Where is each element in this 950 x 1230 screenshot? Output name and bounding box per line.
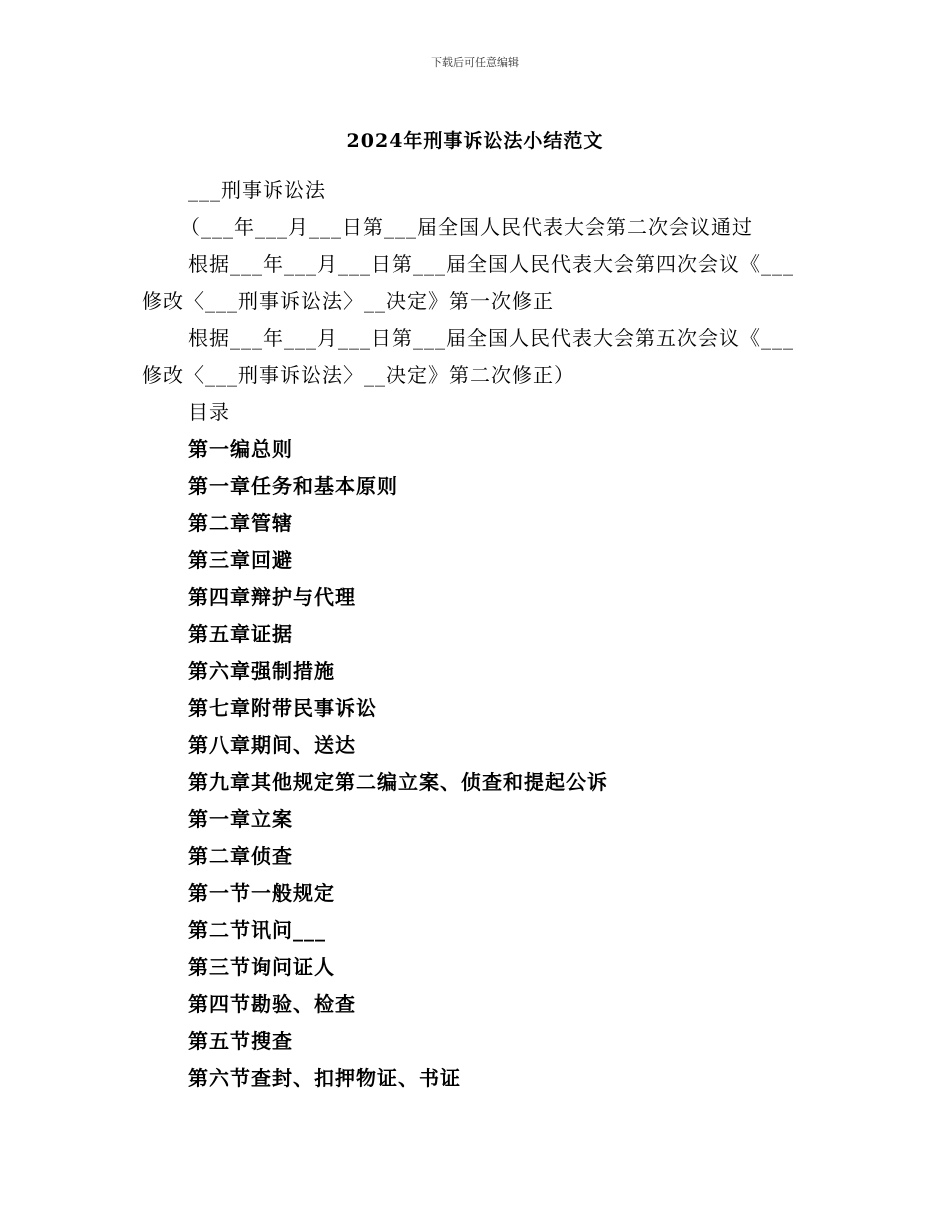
toc-item: 第二节讯问___ [188, 918, 326, 942]
toc-item: 第七章附带民事诉讼 [188, 696, 377, 720]
toc-item: 第五节搜查 [188, 1029, 293, 1053]
toc-item: 第五章证据 [188, 622, 293, 646]
toc-item: 第一编总则 [188, 437, 293, 461]
toc-item: 第一章任务和基本原则 [188, 474, 398, 498]
toc-item: 第二章管辖 [188, 511, 293, 535]
toc-item: 第一节一般规定 [188, 881, 335, 905]
intro-line-law-name: ___刑事诉讼法 [188, 178, 326, 202]
intro-line-first-amendment-cont: 修改〈___刑事诉讼法〉__决定》第一次修正 [142, 289, 554, 313]
toc-item: 第八章期间、送达 [188, 733, 356, 757]
header-note: 下载后可任意编辑 [431, 56, 519, 69]
toc-item: 第三节询问证人 [188, 955, 335, 979]
toc-item: 第三章回避 [188, 548, 293, 572]
toc-item: 第六节查封、扣押物证、书证 [188, 1066, 461, 1090]
intro-line-adopted: （___年___月___日第___届全国人民代表大会第二次会议通过 [180, 215, 753, 239]
toc-item: 第四节勘验、检查 [188, 992, 356, 1016]
table-of-contents [142, 431, 822, 1097]
toc-item: 第九章其他规定第二编立案、侦查和提起公诉 [188, 770, 608, 794]
toc-item: 第四章辩护与代理 [188, 585, 356, 609]
intro-line-second-amendment: 根据___年___月___日第___届全国人民代表大会第五次会议《___ [188, 326, 794, 350]
toc-heading: 目录 [188, 400, 230, 424]
toc-item: 第二章侦查 [188, 844, 293, 868]
document-title: 2024年刑事诉讼法小结范文 [346, 130, 604, 152]
intro-line-second-amendment-cont: 修改〈___刑事诉讼法〉__决定》第二次修正） [142, 363, 575, 387]
intro-line-first-amendment: 根据___年___月___日第___届全国人民代表大会第四次会议《___ [188, 252, 794, 276]
document-body [142, 172, 822, 1097]
toc-item: 第一章立案 [188, 807, 293, 831]
toc-item: 第六章强制措施 [188, 659, 335, 683]
